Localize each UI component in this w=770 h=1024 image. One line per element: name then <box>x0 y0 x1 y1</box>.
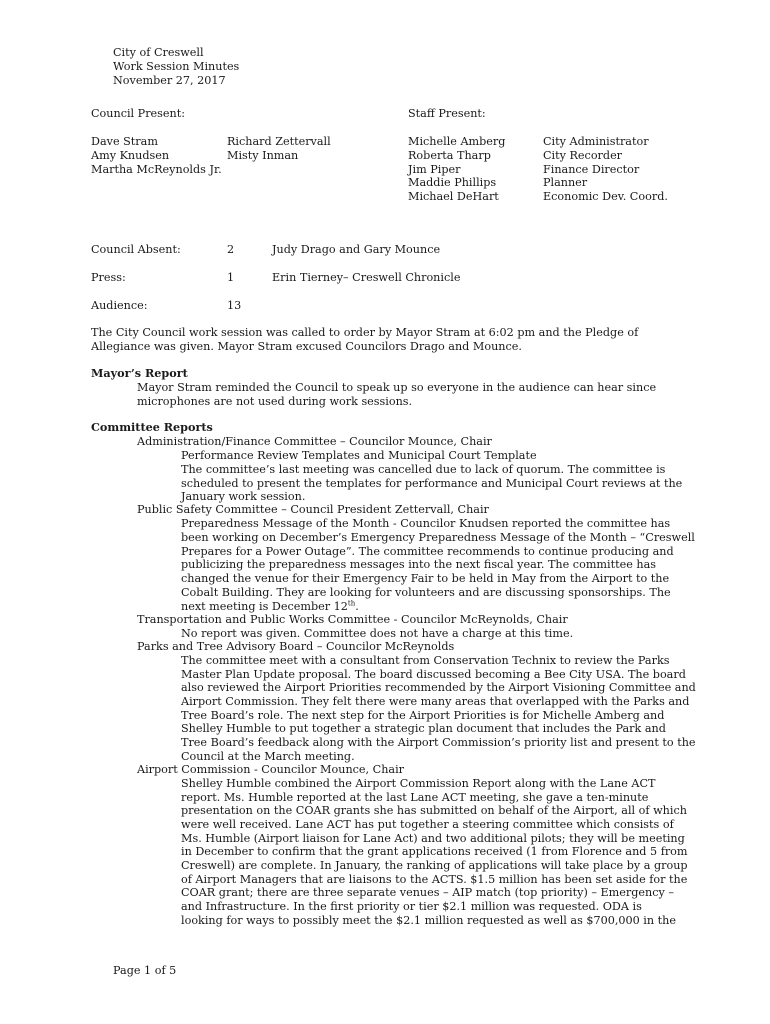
committee-line: Cobalt Building. They are looking for volunteers and are discussing sponsorships. The <box>181 586 671 599</box>
committee-line: of Airport Managers that are liaisons to the ACTS. $1.5 million has been set aside for the <box>181 873 688 886</box>
staff-title: Planner <box>543 176 588 189</box>
mayors-report-line: Mayor Stram reminded the Council to speak up so everyone in the audience can hear since <box>137 381 657 394</box>
committee-line: Shelley Humble to put together a strategic plan document that includes the Park and <box>181 722 666 735</box>
council-member: Amy Knudsen <box>91 149 170 162</box>
committee-line: and Infrastructure. In the first priority or tier $2.1 million was requested. ODA is <box>181 900 642 913</box>
council-present-label: Council Present: <box>91 107 186 120</box>
committee-line: Tree Board’s role. The next step for the Airport Priorities is for Michelle Amberg and <box>181 709 665 722</box>
council-member: Martha McReynolds Jr. <box>91 163 222 176</box>
committee-title-admin: Administration/Finance Committee – Councilor Mounce, Chair <box>137 435 492 448</box>
mayors-report-heading: Mayor’s Report <box>91 366 188 380</box>
committee-line: Creswell) are complete. In January, the ranking of applications will take place by a group <box>181 859 688 872</box>
committee-line: were well received. Lane ACT has put together a steering committee which consists of <box>181 818 674 831</box>
staff-name: Michael DeHart <box>408 190 499 203</box>
staff-name: Maddie Phillips <box>408 176 497 189</box>
committee-title-transportation: Transportation and Public Works Committee - Councilor McReynolds, Chair <box>137 613 568 626</box>
ordinal-suffix: th <box>347 599 356 608</box>
header-date: November 27, 2017 <box>113 74 226 87</box>
mayors-report-line: microphones are not used during work sessions. <box>137 395 413 408</box>
council-member: Richard Zettervall <box>227 135 331 148</box>
absent-label: Council Absent: <box>91 243 181 256</box>
header-session: Work Session Minutes <box>113 60 240 73</box>
next-meeting-text: next meeting is December 12 <box>181 600 348 613</box>
staff-name: Michelle Amberg <box>408 135 506 148</box>
committee-line: publicizing the preparedness messages into the next fiscal year. The committee has <box>181 558 657 571</box>
committee-line: No report was given. Committee does not have a charge at this time. <box>181 627 574 640</box>
staff-title: Finance Director <box>543 163 640 176</box>
committee-reports-heading: Committee Reports <box>91 420 213 434</box>
absent-detail: Judy Drago and Gary Mounce <box>272 243 441 256</box>
committee-line: Shelley Humble combined the Airport Commission Report along with the Lane ACT <box>181 777 656 790</box>
header-city: City of Creswell <box>113 46 204 59</box>
committee-line: changed the venue for their Emergency Fair to be held in May from the Airport to the <box>181 572 670 585</box>
committee-line: presentation on the COAR grants she has submitted on behalf of the Airport, all of which <box>181 804 687 817</box>
committee-line: COAR grant; there are three separate venues – AIP match (top priority) – Emergency – <box>181 886 674 899</box>
staff-title: City Recorder <box>543 149 623 162</box>
call-to-order-line: Allegiance was given. Mayor Stram excused Councilors Drago and Mounce. <box>91 340 522 353</box>
committee-line: in December to confirm that the grant applications received (1 from Florence and 5 from <box>181 845 688 858</box>
press-detail: Erin Tierney– Creswell Chronicle <box>272 271 461 284</box>
committee-title-parks: Parks and Tree Advisory Board – Councilor McReynolds <box>137 640 455 653</box>
committee-line: Ms. Humble (Airport liaison for Lane Act) and two additional pilots; they will be meeting <box>181 832 685 845</box>
council-member: Misty Inman <box>227 149 299 162</box>
committee-line: also reviewed the Airport Priorities recommended by the Airport Visioning Committee and <box>181 681 696 694</box>
committee-line: The committee meet with a consultant from Conservation Technix to review the Parks <box>181 654 670 667</box>
committee-title-airport: Airport Commission - Councilor Mounce, Chair <box>137 763 405 776</box>
committee-line: The committee’s last meeting was cancelled due to lack of quorum. The committee is <box>181 463 666 476</box>
committee-line: Master Plan Update proposal. The board discussed becoming a Bee City USA. The board <box>181 668 686 681</box>
staff-present-label: Staff Present: <box>408 107 486 120</box>
audience-count: 13 <box>227 299 242 312</box>
committee-line: report. Ms. Humble reported at the last Lane ACT meeting, she gave a ten-minute <box>181 791 649 804</box>
staff-title: City Administrator <box>543 135 649 148</box>
staff-name: Roberta Tharp <box>408 149 491 162</box>
committee-line: Airport Commission. They felt there were many areas that overlapped with the Parks and <box>181 695 690 708</box>
committee-line: Performance Review Templates and Municipal Court Template <box>181 449 537 462</box>
committee-line-next-meeting <box>181 600 359 614</box>
committee-line: been working on December’s Emergency Preparedness Message of the Month – “Creswell <box>181 531 695 544</box>
committee-title-public-safety: Public Safety Committee – Council President Zettervall, Chair <box>137 503 489 516</box>
committee-line: Preparedness Message of the Month - Councilor Knudsen reported the committee has <box>181 517 671 530</box>
committee-line: Prepares for a Power Outage”. The committee recommends to continue producing and <box>181 545 674 558</box>
press-label: Press: <box>91 271 126 284</box>
staff-title: Economic Dev. Coord. <box>543 190 668 203</box>
page-number: Page 1 of 5 <box>113 964 177 977</box>
press-count: 1 <box>227 271 235 284</box>
committee-line: January work session. <box>181 490 306 503</box>
committee-line: looking for ways to possibly meet the $2.1 million requested as well as $700,000 in the <box>181 914 676 927</box>
staff-name: Jim Piper <box>408 163 461 176</box>
absent-count: 2 <box>227 243 235 256</box>
audience-label: Audience: <box>91 299 148 312</box>
call-to-order-line: The City Council work session was called to order by Mayor Stram at 6:02 pm and the Pledge of <box>91 326 639 339</box>
committee-line: Council at the March meeting. <box>181 750 355 763</box>
committee-line: Tree Board’s feedback along with the Airport Commission’s priority list and present to the <box>181 736 696 749</box>
committee-line: scheduled to present the templates for performance and Municipal Court reviews at the <box>181 477 683 490</box>
council-member: Dave Stram <box>91 135 158 148</box>
sentence-period: . <box>355 600 359 613</box>
